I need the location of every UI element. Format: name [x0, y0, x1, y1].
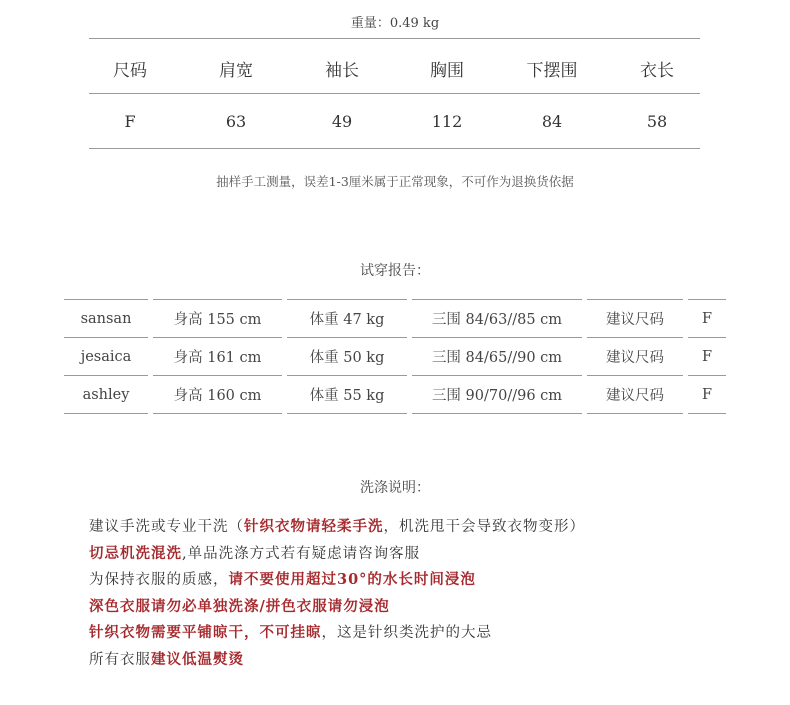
wash-highlight: 请不要使用超过30°的水长时间浸泡: [228, 571, 476, 588]
tryon-name: jesaica: [64, 337, 148, 375]
tryon-measurements: 三围 84/65//90 cm: [412, 337, 582, 375]
tryon-height: 身高 161 cm: [153, 337, 282, 375]
wash-text: ，这是针织类洗护的大忌: [321, 625, 492, 641]
tryon-weight: 体重 50 kg: [287, 337, 407, 375]
tryon-size: F: [688, 375, 726, 413]
wash-line: [89, 568, 476, 589]
wash-text: ,单品洗涤方式若有疑虑请咨询客服: [182, 545, 421, 562]
size-header-shoulder: 肩宽: [219, 61, 253, 81]
wash-line: [89, 648, 244, 669]
tryon-name: ashley: [64, 375, 148, 413]
wash-text: 为保持衣服的质感，: [89, 572, 229, 588]
tryon-weight: 体重 47 kg: [287, 299, 407, 337]
tryon-title: 试穿报告：: [360, 263, 430, 279]
wash-highlight: 建议低温熨烫: [151, 650, 244, 668]
wash-line: [89, 542, 420, 563]
size-value-sleeve: 49: [331, 112, 353, 131]
tryon-measurements: 三围 90/70//96 cm: [412, 375, 582, 413]
tryon-table-bottom-rule: [287, 413, 407, 414]
size-value-shoulder: 63: [225, 112, 247, 131]
wash-line: [89, 621, 492, 642]
tryon-height: 身高 160 cm: [153, 375, 282, 413]
wash-title: 洗涤说明：: [360, 480, 430, 496]
tryon-size: F: [688, 299, 726, 337]
size-header-size: 尺码: [113, 61, 147, 81]
tryon-table-bottom-rule: [153, 413, 282, 414]
tryon-table-bottom-rule: [688, 413, 726, 414]
tryon-table-bottom-rule: [412, 413, 582, 414]
measurement-note: 抽样手工测量，误差1-3厘米属于正常现象，不可作为退换货依据: [216, 174, 574, 189]
wash-highlight: 针织衣物需要平铺晾干，不可挂晾: [89, 624, 322, 641]
wash-text: ，机洗甩干会导致衣物变形）: [383, 519, 585, 535]
wash-line: [89, 595, 390, 616]
size-value-chest: 112: [431, 112, 463, 131]
wash-text: 建议手洗或专业干洗（: [89, 519, 244, 535]
size-header-hem: 下摆围: [526, 61, 578, 81]
size-table-mid-rule: [89, 93, 700, 94]
tryon-suggest-label: 建议尺码: [587, 337, 683, 375]
wash-text: 所有衣服: [89, 651, 151, 668]
size-header-chest: 胸围: [430, 61, 464, 81]
size-header-length: 衣长: [640, 61, 674, 81]
tryon-table-bottom-rule: [587, 413, 683, 414]
tryon-weight: 体重 55 kg: [287, 375, 407, 413]
wash-line: [89, 515, 585, 536]
tryon-table-bottom-rule: [64, 413, 148, 414]
tryon-suggest-label: 建议尺码: [587, 375, 683, 413]
size-table-bottom-rule: [89, 148, 700, 149]
size-header-sleeve: 袖长: [325, 61, 359, 81]
wash-highlight: 深色衣服请勿必单独洗涤/拼色衣服请勿浸泡: [89, 597, 390, 615]
weight-label: 重量：0.49 kg: [350, 16, 440, 31]
size-value-hem: 84: [541, 112, 563, 131]
wash-highlight: 切忌机洗混洗: [89, 544, 182, 562]
tryon-height: 身高 155 cm: [153, 299, 282, 337]
tryon-suggest-label: 建议尺码: [587, 299, 683, 337]
size-table-top-rule: [89, 38, 700, 39]
wash-highlight: 针织衣物请轻柔手洗: [244, 518, 384, 535]
size-value-length: 58: [646, 112, 668, 131]
tryon-size: F: [688, 337, 726, 375]
tryon-measurements: 三围 84/63//85 cm: [412, 299, 582, 337]
size-value-size: F: [124, 112, 136, 131]
tryon-name: sansan: [64, 299, 148, 337]
